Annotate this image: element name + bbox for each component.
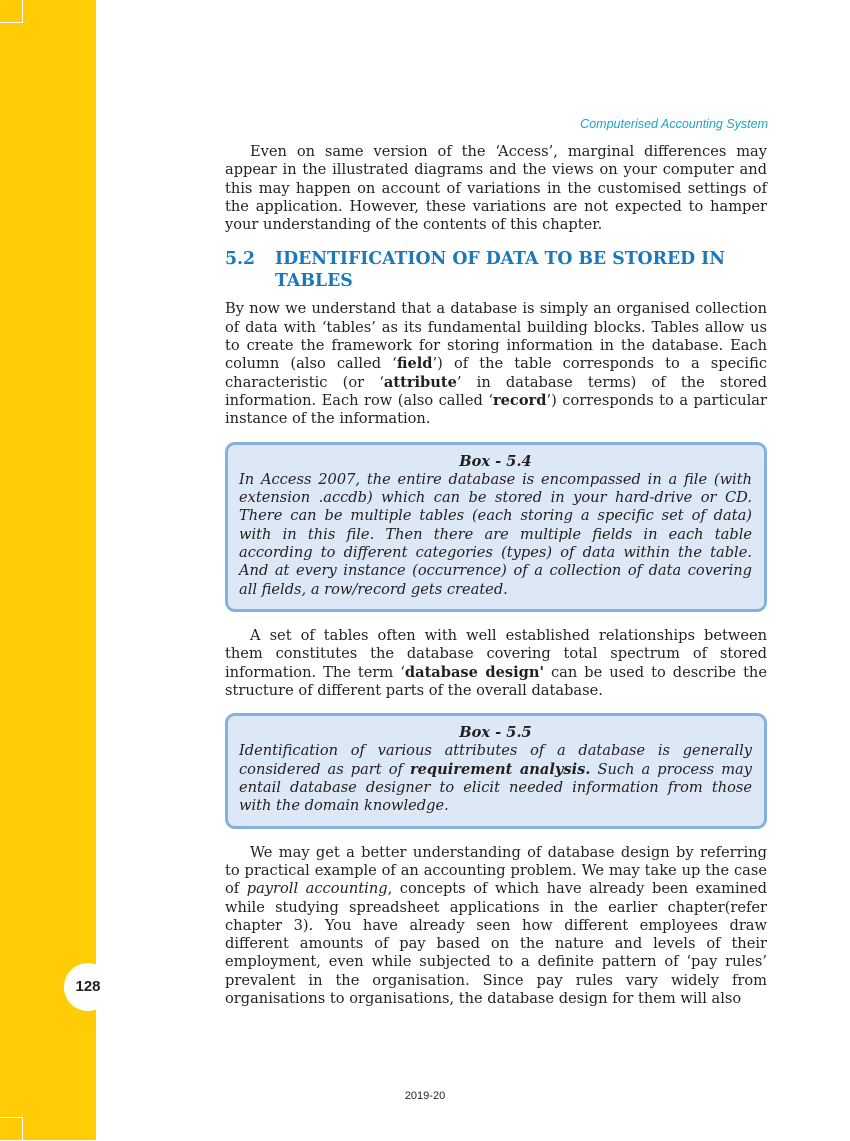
text-run: Such a process may entail database designer to elicit needed information from those with the domain knowledge.	[239, 760, 753, 815]
info-box-5-4	[225, 442, 767, 612]
text-run: can be used to describe the structure of different parts of the overall database.	[225, 663, 767, 699]
footer-year: 2019-20	[404, 1090, 446, 1102]
text-run: ’ in database terms) of the stored information. Each row (also called ‘	[225, 373, 767, 409]
term-database-design: database design'	[404, 663, 544, 681]
payroll-paragraph	[225, 844, 767, 1009]
text-run: ’) of the table corresponds to a specific characteristic (or ‘	[225, 355, 767, 391]
text-run: A set of tables often with well established relationships between them constitutes the database covering total spectrum of stored information. The term ‘	[225, 626, 767, 681]
crop-mark-top	[0, 0, 23, 23]
page-number: 128	[64, 963, 112, 1011]
text-run: Identification of various attributes of a database is generally considered as part of	[239, 742, 752, 778]
crop-mark-bottom	[0, 1117, 23, 1141]
term-payroll-accounting: payroll accounting	[246, 880, 388, 898]
intro-paragraph: Even on same version of the ‘Access’, marginal differences may appear in the illustrated diagrams and the views on your computer and this may happen on account of variations in the customised settings of the application. However, these variations are not expected to hamper your understanding of the contents of this chapter.	[225, 143, 767, 234]
term-record: record	[492, 391, 547, 409]
tables-paragraph	[225, 300, 767, 428]
design-paragraph	[225, 627, 767, 700]
box-text	[239, 742, 752, 815]
section-number: 5.2	[225, 249, 256, 270]
text-run: , concepts of which have already been examined while studying spreadsheet applications in the earlier chapter(refer chapter 3). You have already seen how different employees draw different amounts of pay based on the nature and levels of their employment, even while subjected to a definite pattern of ‘pay rules’ prevalent in the organisation. Since pay rules vary widely from organisations to organisations, the database design for them will also	[225, 880, 767, 1007]
term-requirement-analysis: requirement analysis.	[409, 760, 591, 778]
info-box-5-5	[225, 713, 767, 828]
text-run: ’) corresponds to a particular instance of the information.	[225, 391, 767, 428]
box-title: Box - 5.4	[459, 452, 532, 470]
section-heading	[225, 248, 767, 292]
text-run: By now we understand that a database is simply an organised collection of data with ‘tables’ as its fundamental building blocks. Tables allow us to create the framework for storing information in the database. Each column (also called ‘	[225, 300, 767, 373]
box-text: In Access 2007, the entire database is encompassed in a file (with extension .accdb) which can be stored in your hard-drive or CD. There can be multiple tables (each storing a specific set of data) with in this file. Then there are multiple fields in each table according to different categories (types) of data within the table. And at every instance (occurrence) of a collection of data covering all fields, a row/record gets created.	[239, 470, 752, 598]
section-title: IDENTIFICATION OF DATA TO BE STORED IN TABLES	[275, 249, 726, 292]
text-run: We may get a better understanding of database design by referring to practical example of an accounting problem. We may take up the case of	[225, 843, 767, 898]
box-title: Box - 5.5	[459, 724, 532, 742]
term-field: field	[396, 355, 433, 373]
term-attribute: attribute	[383, 373, 457, 391]
running-head: Computerised Accounting System	[580, 117, 768, 131]
page-content	[225, 143, 767, 1008]
